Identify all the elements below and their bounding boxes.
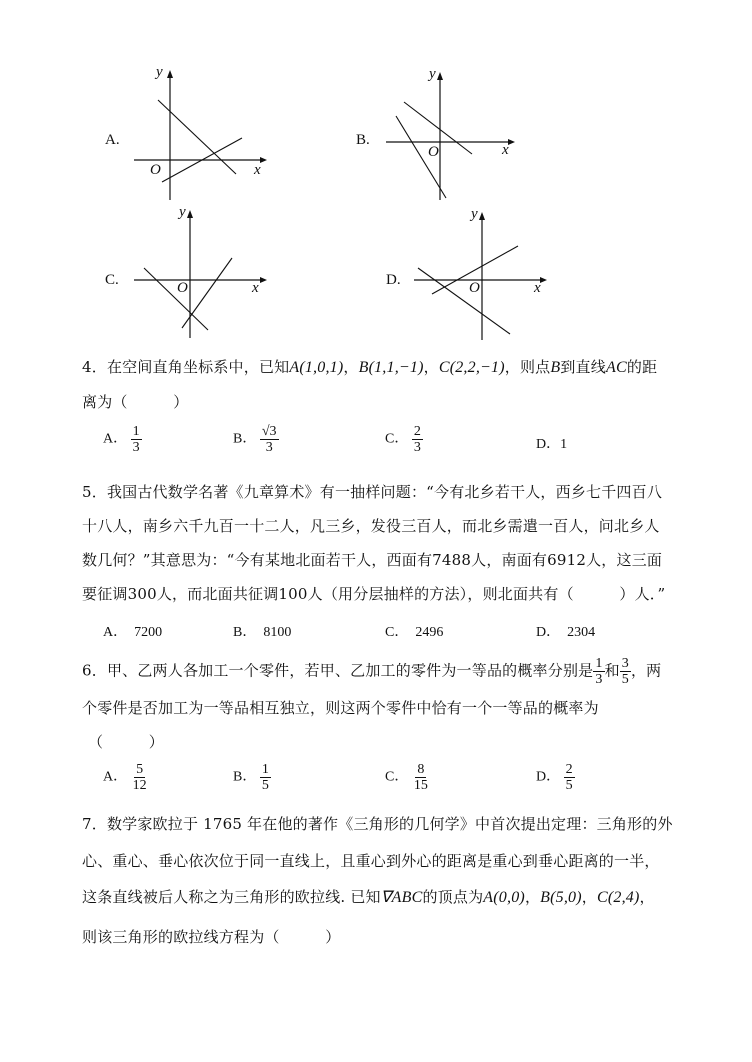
num: 2 [413, 424, 421, 439]
graph-d-x-label: x [534, 280, 541, 296]
q6-option-b[interactable] [233, 762, 271, 793]
q6-option-d-fraction [564, 762, 575, 793]
q5-line1: 5．我国古代数学名著《九章算术》有一抽样问题：“今有北乡若干人，西乡七千四百八 [82, 483, 663, 501]
q6-option-c-label: C． [385, 769, 409, 785]
q6-option-d[interactable] [536, 762, 575, 793]
q6-line1 [82, 656, 661, 687]
q7-line2: 心、重心、垂心依次位于同一直线上，且重心到外心的距离是重心到垂心距离的一半， [82, 852, 660, 870]
graph-a-x-label: x [254, 162, 261, 178]
q6-and: 和 [604, 661, 620, 680]
den: 5 [621, 672, 629, 687]
q4-option-a[interactable] [103, 424, 142, 455]
q6-line1-a: 6．甲、乙两人各加工一个零件，若甲、乙加工的零件为一等品的概率分别是 [82, 661, 594, 680]
q5-line4: 要征调300人，而北面共征调100人（用分层抽样的方法），则北面共有（ ）人．” [82, 585, 666, 603]
q5-line2: 十八人，南乡六千九百一十二人，凡三乡，发役三百人，而北乡需遣一百人，问北乡人 [82, 517, 660, 535]
q4-line2: 离为（ ） [82, 393, 189, 411]
q5-line3: 数几何？”其意思为：“今有某地北面若干人，西面有7488人，南面有6912人，这三面 [82, 551, 663, 569]
num: 1 [595, 656, 603, 671]
graph-c-y-label: y [179, 204, 186, 220]
graph-d-y-label: y [471, 206, 478, 222]
q7-triangle: ∇ABC [380, 889, 423, 906]
graph-c-x-label: x [252, 280, 259, 296]
graph-c-label: C. [105, 272, 119, 288]
q6-option-b-fraction [260, 762, 271, 793]
q4-suffix: 的距 [626, 358, 658, 376]
num: 1 [261, 762, 269, 777]
den: 3 [595, 672, 603, 687]
q4-b: B [550, 359, 561, 376]
comma: ， [581, 888, 597, 906]
q4-line1: 4．在空间直角坐标系中，已知A(1,0,1)，B(1,1,−1)，C(2,2,−1)，则点B到直线AC的距 [82, 358, 658, 376]
q4-mid2: 到直线 [560, 358, 606, 376]
q6-line1-b: ，两 [630, 661, 662, 680]
q6-option-a-label: A． [103, 769, 128, 785]
graph-d-origin-label: O [469, 280, 480, 296]
graph-b-x-label: x [502, 142, 509, 158]
q7-line4: 则该三角形的欧拉线方程为（ ） [82, 928, 341, 946]
q6-option-c[interactable] [385, 762, 430, 793]
q4-point-b: B(1,1,−1) [358, 359, 424, 376]
q7-point-b: B(5,0) [540, 889, 582, 906]
graph-b-y-label: y [429, 66, 436, 82]
q6-fraction-1 [593, 656, 604, 687]
q4-option-b[interactable] [233, 424, 279, 455]
q4-option-b-fraction [260, 424, 279, 455]
q4-point-c: C(2,2,−1) [438, 359, 505, 376]
den: 3 [132, 440, 140, 455]
num: 1 [132, 424, 140, 439]
q6-option-a[interactable] [103, 762, 149, 793]
graph-b [380, 66, 520, 207]
q6-option-b-label: B． [233, 769, 257, 785]
q4-option-d-value: 1 [560, 437, 568, 452]
comma: ， [524, 888, 541, 906]
graph-b-label: B. [356, 132, 370, 148]
graph-b-origin-label: O [428, 144, 439, 160]
q6-option-a-fraction [131, 762, 149, 793]
q6-line2: 个零件是否加工为一等品相互独立，则这两个零件中恰有一个一等品的概率为 [82, 699, 599, 717]
q5-option-d[interactable]: D． 2304 [536, 625, 596, 640]
graph-d [410, 206, 550, 347]
den: 5 [261, 778, 269, 793]
q4-ac: AC [605, 359, 627, 376]
q6-fraction-2 [620, 656, 631, 687]
num: 3 [621, 656, 629, 671]
graph-a-origin-label: O [150, 162, 161, 178]
comma: ， [639, 888, 655, 906]
graph-a-y-label: y [156, 64, 163, 80]
q7-line3-a: 这条直线被后人称之为三角形的欧拉线. 已知 [82, 888, 381, 906]
q4-option-a-label: A． [103, 431, 128, 447]
q4-option-d[interactable] [536, 433, 567, 453]
graph-c-origin-label: O [177, 280, 188, 296]
q7-line3 [82, 886, 655, 907]
q7-line1: 7．数学家欧拉于 1765 年在他的著作《三角形的几何学》中首次提出定理：三角形的外 [82, 815, 673, 833]
q7-point-a: A(0,0) [483, 889, 525, 906]
num: 8 [417, 762, 425, 777]
q7-line3-b: 的顶点为 [422, 888, 484, 906]
q4-option-c[interactable] [385, 424, 423, 455]
q4-prefix: 4．在空间直角坐标系中，已知 [82, 358, 290, 376]
num: √3 [261, 424, 277, 439]
q4-option-b-label: B． [233, 431, 257, 447]
q4-option-a-fraction [131, 424, 142, 455]
num: 5 [136, 762, 144, 777]
graph-a [130, 64, 270, 205]
den: 3 [413, 440, 421, 455]
q6-line3: （ ） [88, 733, 165, 751]
q4-option-d-label: D． [536, 437, 561, 452]
q4-option-c-label: C． [385, 431, 409, 447]
den: 15 [413, 778, 428, 793]
q5-option-c[interactable]: C． 2496 [385, 625, 444, 640]
q4-mid1: ，则点 [504, 358, 551, 376]
q6-option-d-label: D． [536, 769, 561, 785]
den: 5 [565, 778, 573, 793]
graph-a-label: A. [105, 132, 120, 148]
den: 3 [265, 440, 273, 455]
graph-c [130, 204, 270, 345]
num: 2 [565, 762, 573, 777]
q5-option-a[interactable]: A． 7200 [103, 625, 163, 640]
q7-point-c: C(2,4) [596, 889, 640, 906]
q4-option-c-fraction [412, 424, 423, 455]
q4-point-a: A(1,0,1) [289, 359, 344, 376]
q6-option-c-fraction [412, 762, 430, 793]
den: 12 [132, 778, 147, 793]
graph-d-label: D. [386, 272, 401, 288]
q5-option-b[interactable]: B． 8100 [233, 625, 292, 640]
